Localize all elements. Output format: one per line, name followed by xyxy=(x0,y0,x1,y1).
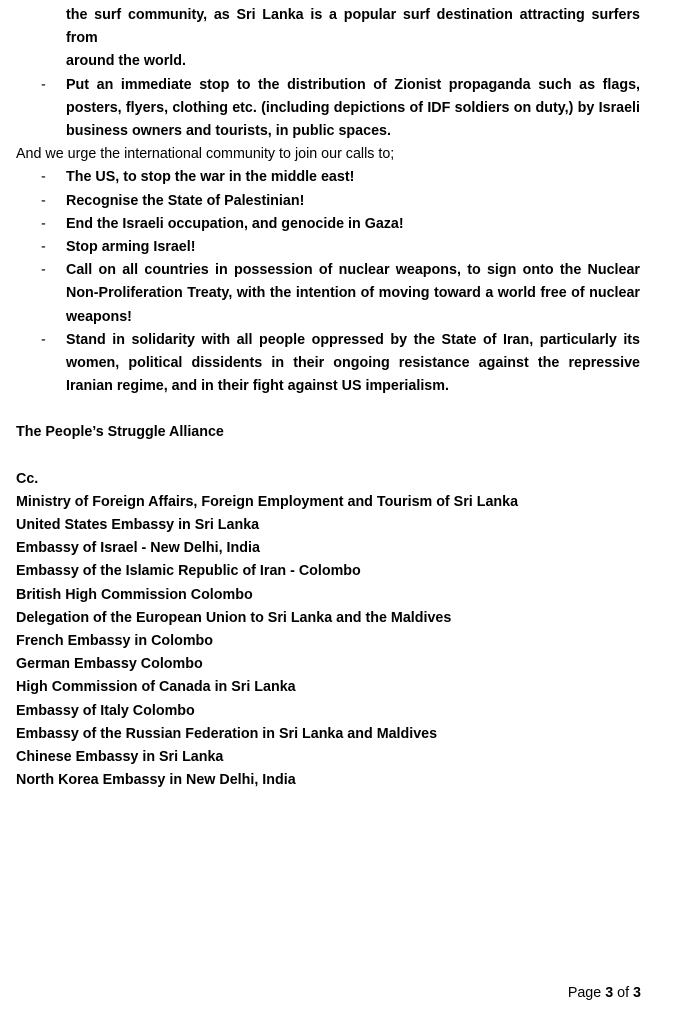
cc-recipient: Embassy of the Islamic Republic of Iran - Colombo xyxy=(16,563,361,580)
total-page-number: 3 xyxy=(633,985,641,1001)
cc-recipient: French Embassy in Colombo xyxy=(16,633,214,650)
cc-recipient: British High Commission Colombo xyxy=(16,586,253,603)
dash-bullet: - xyxy=(41,331,46,348)
call-item xyxy=(16,329,640,399)
document-body xyxy=(16,4,640,793)
dash-bullet: - xyxy=(41,192,46,209)
cc-label: Cc. xyxy=(16,470,39,487)
continued-line-1: the surf community, as Sri Lanka is a popular surf destination attracting surfers from xyxy=(66,7,640,47)
dash-bullet: - xyxy=(41,239,46,256)
call-item xyxy=(16,236,640,259)
signature: The People’s Struggle Alliance xyxy=(16,424,224,441)
page-word: Page xyxy=(567,985,602,1001)
call-item-text: Stop arming Israel! xyxy=(66,239,196,256)
cc-section xyxy=(16,468,640,793)
call-item-text: Call on all countries in possession of nuclear weapons, to sign onto the Nuclear Non-Proliferation Treaty, with the intention of moving toward a world free of nuclear weapons! xyxy=(66,262,640,325)
demand-list xyxy=(16,74,640,144)
dash-bullet: - xyxy=(41,262,46,279)
cc-recipient: Embassy of the Russian Federation in Sri Lanka and Maldives xyxy=(16,725,438,742)
cc-recipient: Chinese Embassy in Sri Lanka xyxy=(16,749,224,766)
calls-list xyxy=(16,166,640,398)
demand-item-text: Put an immediate stop to the distribution of Zionist propaganda such as flags, posters, flyers, clothing etc. (including depictions of IDF soldiers on duty,) by Israeli business owners and tourists, in public spaces. xyxy=(66,76,640,140)
dash-bullet: - xyxy=(41,76,46,93)
call-item-text: The US, to stop the war in the middle east! xyxy=(66,169,355,186)
cc-recipient: German Embassy Colombo xyxy=(16,656,203,673)
cc-recipient: North Korea Embassy in New Delhi, India xyxy=(16,772,296,789)
cc-list xyxy=(16,491,640,793)
call-item xyxy=(16,213,640,236)
cc-recipient: Embassy of Italy Colombo xyxy=(16,702,195,719)
cc-recipient: Embassy of Israel - New Delhi, India xyxy=(16,540,260,557)
cc-recipient: United States Embassy in Sri Lanka xyxy=(16,517,260,534)
call-item-text: Recognise the State of Palestinian! xyxy=(66,192,305,209)
call-item xyxy=(16,259,640,329)
cc-recipient: High Commission of Canada in Sri Lanka xyxy=(16,679,296,696)
page-number-footer xyxy=(568,983,641,1003)
call-item-text: Stand in solidarity with all people oppressed by the State of Iran, particularly its women, political dissidents in their ongoing resistance against the repressive Iranian regime, and in their fight against US imperialism. xyxy=(66,331,640,395)
intro-paragraph: And we urge the international community to join our calls to; xyxy=(16,146,395,163)
call-item-text: End the Israeli occupation, and genocide in Gaza! xyxy=(66,215,404,232)
dash-bullet: - xyxy=(41,169,46,186)
continued-line-2: around the world. xyxy=(66,53,186,70)
demand-item xyxy=(16,74,640,144)
call-item xyxy=(16,190,640,213)
dash-bullet: - xyxy=(41,215,46,232)
cc-recipient: Delegation of the European Union to Sri Lanka and the Maldives xyxy=(16,609,452,626)
continued-list-item xyxy=(16,4,640,74)
of-word: of xyxy=(617,985,630,1001)
cc-recipient: Ministry of Foreign Affairs, Foreign Employment and Tourism of Sri Lanka xyxy=(16,493,519,510)
current-page-number: 3 xyxy=(605,985,614,1001)
call-item xyxy=(16,166,640,189)
